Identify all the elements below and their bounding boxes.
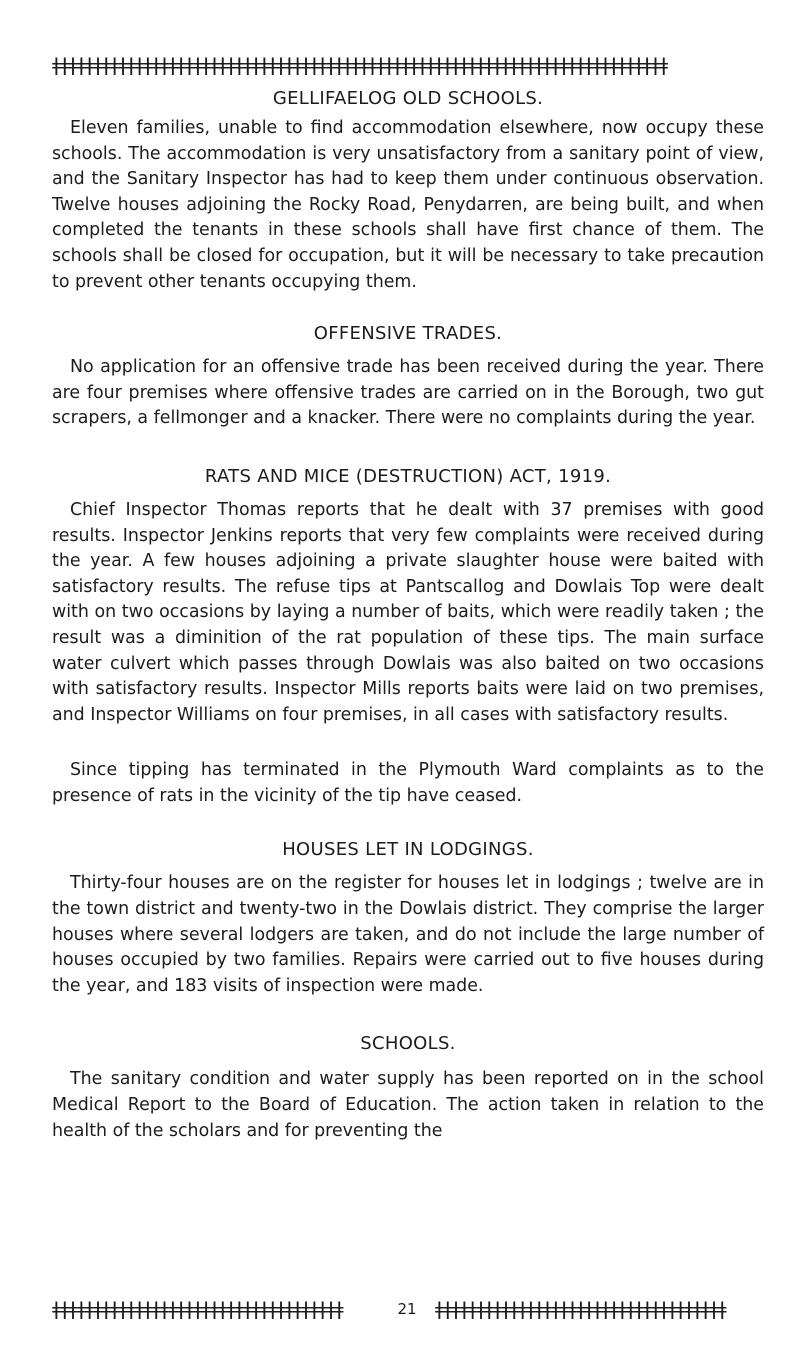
footer-ornament-right: ǂǂǂǂǂǂǂǂǂǂǂǂǂǂǂǂǂǂǂǂǂǂǂǂǂǂǂǂǂǂǂǂǂǂǂ [435,1298,727,1320]
paragraph-offensive-trades: No application for an offensive trade has been received during the year. There are four premises where offensive trades are carried on in the Borough, two gut scrapers, a fellmonger and a knacker. There were no complaints during the year. [52,357,764,429]
section-heading-rats-and-mice: RATS AND MICE (DESTRUCTION) ACT, 1919. [204,465,612,487]
page-content [52,84,764,1144]
page-number: 21 [397,1300,417,1318]
page-footer [52,1296,762,1322]
section-heading-offensive-trades: OFFENSIVE TRADES. [313,323,503,345]
section-heading-schools: SCHOOLS. [360,1033,456,1055]
paragraph-gellifaelog: Eleven families, unable to find accommodation elsewhere, now occupy these schools. The accommodation is very unsatisfactory from a sanitary point of view, and the Sanitary Inspector has had to keep them under continuous observation. Twelve houses adjoining the Rocky Road, Penydarren, are being built, and when completed the tenants in these schools shall have first chance of them. The schools shall be closed for occupation, but it will be necessary to take precaution to prevent other tenants occupying them. [52,118,764,292]
section-heading-houses-let-in-lodgings: HOUSES LET IN LODGINGS. [282,839,534,861]
paragraph-rats-and-mice: Chief Inspector Thomas reports that he dealt with 37 premises with good results. Inspector Jenkins reports that very few complaints were received during the year. A few houses adjoining a private slaughter house were baited with satisfactory results. The refuse tips at Pantscallog and Dowlais Top were dealt with on two occasions by laying a number of baits, which were readily taken ; the result was a diminition of the rat population of these tips. The main surface water culvert which passes through Dowlais was also baited on two occasions with satisfactory results. Inspector Mills reports baits were laid on two premises, and Inspector Williams on four premises, in all cases with satisfactory results. [52,499,764,725]
paragraph-schools: The sanitary condition and water supply has been reported on in the school Medical Report to the Board of Education. The action taken in relation to the health of the scholars and for preventing the [52,1069,764,1141]
footer-ornament-left: ǂǂǂǂǂǂǂǂǂǂǂǂǂǂǂǂǂǂǂǂǂǂǂǂǂǂǂǂǂǂǂǂǂǂǂ [52,1298,344,1320]
paragraph-houses-let-in-lodgings: Thirty-four houses are on the register for houses let in lodgings ; twelve are in the town district and twenty-two in the Dowlais district. They comprise the larger houses where several lodgers are taken, and do not include the large number of houses occupied by two families. Repairs were carried out to five houses during the year, and 183 visits of inspection were made. [52,873,764,996]
section-heading-gellifaelog: GELLIFAELOG OLD SCHOOLS. [272,88,544,109]
paragraph-plymouth-ward: Since tipping has terminated in the Plymouth Ward complaints as to the presence of rats in the vicinity of the tip have ceased. [52,760,764,806]
top-ornament-border: ǂǂǂǂǂǂǂǂǂǂǂǂǂǂǂǂǂǂǂǂǂǂǂǂǂǂǂǂǂǂǂǂǂǂǂǂǂǂǂǂǂǂǂǂǂǂǂǂǂǂǂǂǂǂǂǂǂǂǂǂǂǂǂǂǂǂǂǂǂǂǂǂǂǂ [52,54,668,76]
